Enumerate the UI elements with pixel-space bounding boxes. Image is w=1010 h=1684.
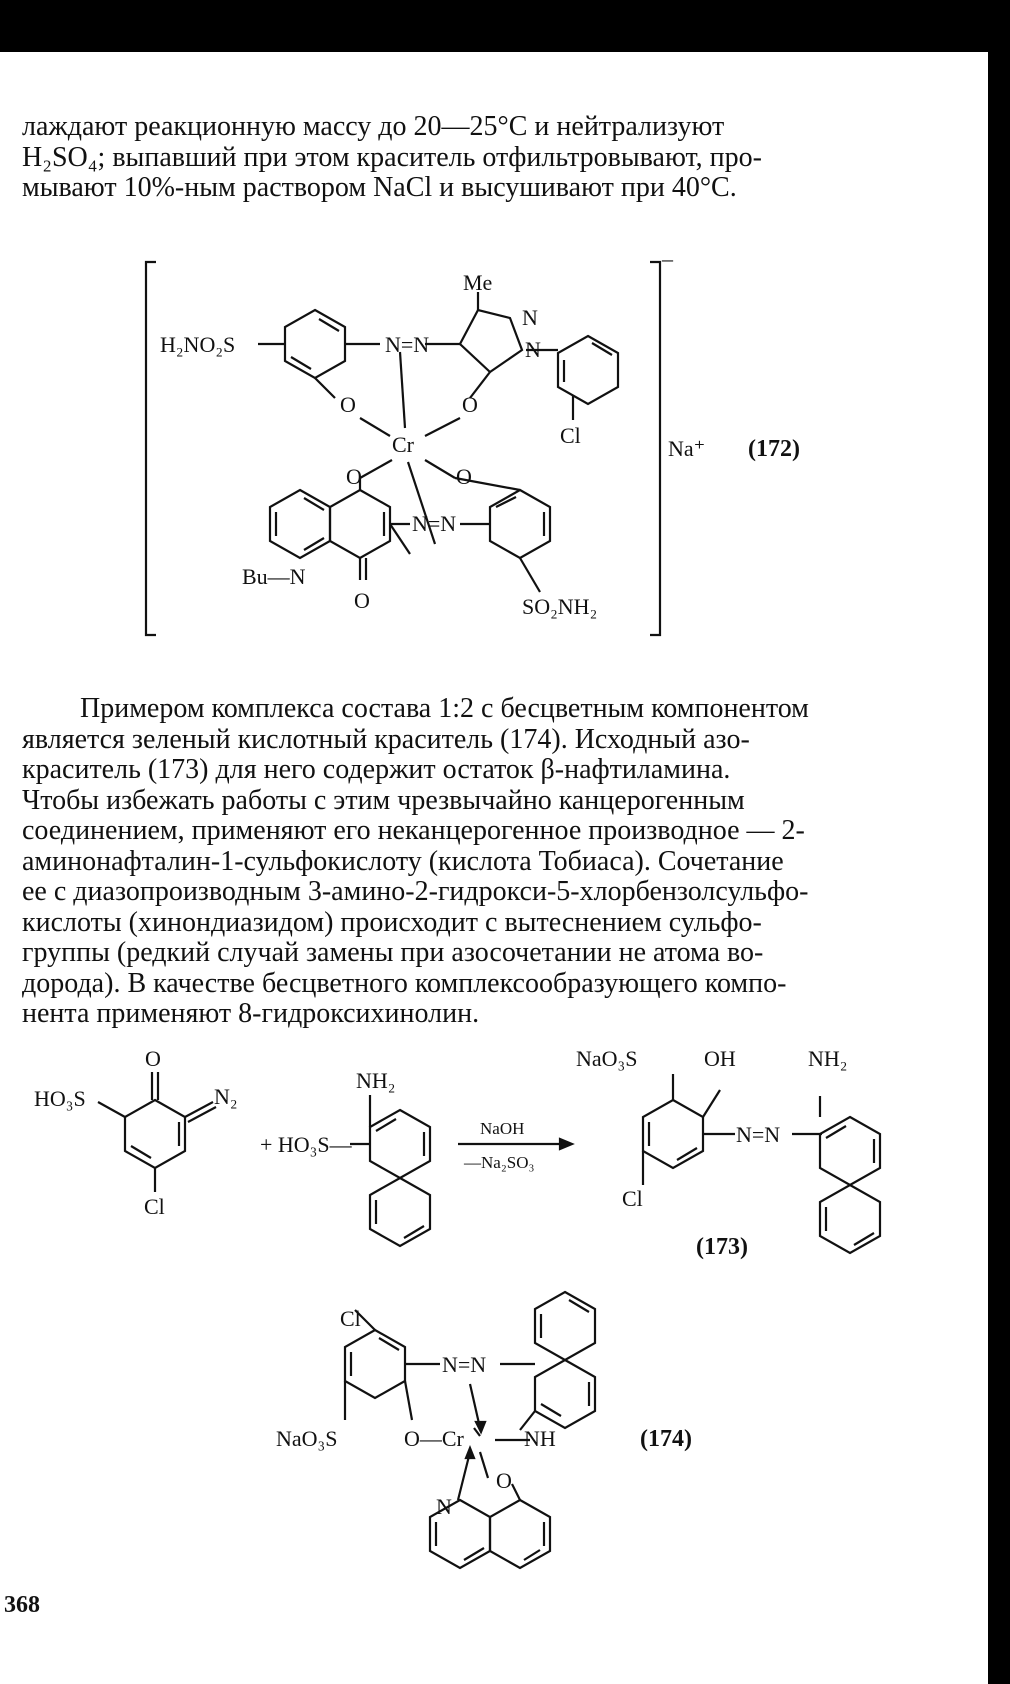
label-174: (174)	[640, 1426, 692, 1452]
text-line: аминонафталин-1-сульфокислоту (кислота Тобиаса). Сочетание	[22, 845, 784, 877]
text-line: мывают 10%-ным раствором NaCl и высушивают при 40°С.	[22, 172, 737, 203]
counterion: Na⁺	[668, 436, 706, 461]
product-chloro: Cl	[622, 1186, 643, 1211]
page-number: 368	[4, 1592, 40, 1618]
text-line: группы (редкий случай замены при азосочетании не атома во-	[22, 937, 764, 968]
chloro: Cl	[560, 423, 581, 448]
text-line: кислоты (хинондиазидом) происходит с вытеснением сульфо-	[22, 906, 762, 938]
bracket-charge: –	[662, 246, 673, 271]
butyl-n: Bu—N	[242, 564, 306, 589]
carbonyl-o: O	[354, 588, 370, 613]
paragraph-1	[22, 112, 952, 204]
azo-top: N=N	[385, 332, 430, 357]
azo-bottom: N=N	[412, 511, 457, 536]
sulfonate: NaO₃S	[276, 1426, 338, 1451]
paragraph-2	[22, 694, 952, 1030]
reactant-amino: NH₂	[356, 1068, 396, 1093]
reactant-diazo: N₂	[214, 1084, 238, 1109]
text-line: нента применяют 8-гидроксихинолин.	[22, 998, 480, 1029]
text-line: краситель (173) для него содержит остаток β-нафтиламина.	[22, 754, 731, 785]
o-cr: O—Cr	[404, 1426, 464, 1451]
oxygen: O	[496, 1468, 512, 1493]
oxygen-2: O	[462, 392, 478, 417]
azo: N=N	[442, 1352, 487, 1377]
methyl: Me	[463, 270, 493, 295]
pyrazole-n2: N	[525, 337, 541, 362]
nh: NH	[524, 1426, 556, 1451]
product-amino: NH₂	[808, 1046, 848, 1071]
product-sulfonate: NaO₃S	[576, 1046, 638, 1071]
reaction-173	[0, 1040, 1000, 1260]
reactant-carbonyl-o: O	[145, 1046, 161, 1071]
text-line: Чтобы избежать работы с этим чрезвычайно канцерогенным	[22, 784, 745, 816]
text-line: Примером комплекса состава 1:2 с бесцветным компонентом	[80, 693, 809, 724]
product-azo: N=N	[736, 1122, 781, 1147]
product-hydroxy: OH	[704, 1046, 736, 1071]
plus-sulfo: + HO₃S—	[260, 1132, 352, 1157]
quinoline-n: N	[436, 1494, 452, 1519]
oxygen-4: O	[456, 464, 472, 489]
reactant-chloro: Cl	[144, 1194, 165, 1219]
label-173: (173)	[696, 1234, 748, 1260]
text-line: дорода). В качестве бесцветного комплексообразующего компо-	[22, 967, 787, 999]
oxygen-3: O	[346, 464, 362, 489]
chloro: Cl	[340, 1306, 361, 1331]
reactant-sulfo: HO₃S	[34, 1086, 86, 1111]
reagent-bottom: —Na₂SO₃	[464, 1153, 535, 1172]
label-172: (172)	[748, 436, 800, 462]
structure-174	[0, 1290, 1000, 1590]
text-line: является зеленый кислотный краситель (174). Исходный азо-	[22, 723, 750, 755]
pyrazole-n1: N	[522, 305, 538, 330]
text-line: лаждают реакционную массу до 20—25°С и нейтрализуют	[22, 111, 725, 142]
text-line: H₂SO₄; выпавший при этом краситель отфильтровывают, про-	[22, 141, 762, 173]
chromium: Cr	[392, 432, 414, 457]
sulfonamide-left: H₂NO₂S	[160, 332, 236, 357]
text-line: ее с диазопроизводным 3-амино-2-гидрокси-5-хлорбензолсульфо-	[22, 876, 809, 907]
structure-172	[0, 240, 1000, 640]
reagent-top: NaOH	[480, 1119, 525, 1138]
sulfonamide-right: SO₂NH₂	[522, 594, 598, 619]
oxygen-1: O	[340, 392, 356, 417]
scan-top-border	[0, 0, 1010, 52]
text-line: соединением, применяют его неканцерогенное производное — 2-	[22, 815, 805, 846]
